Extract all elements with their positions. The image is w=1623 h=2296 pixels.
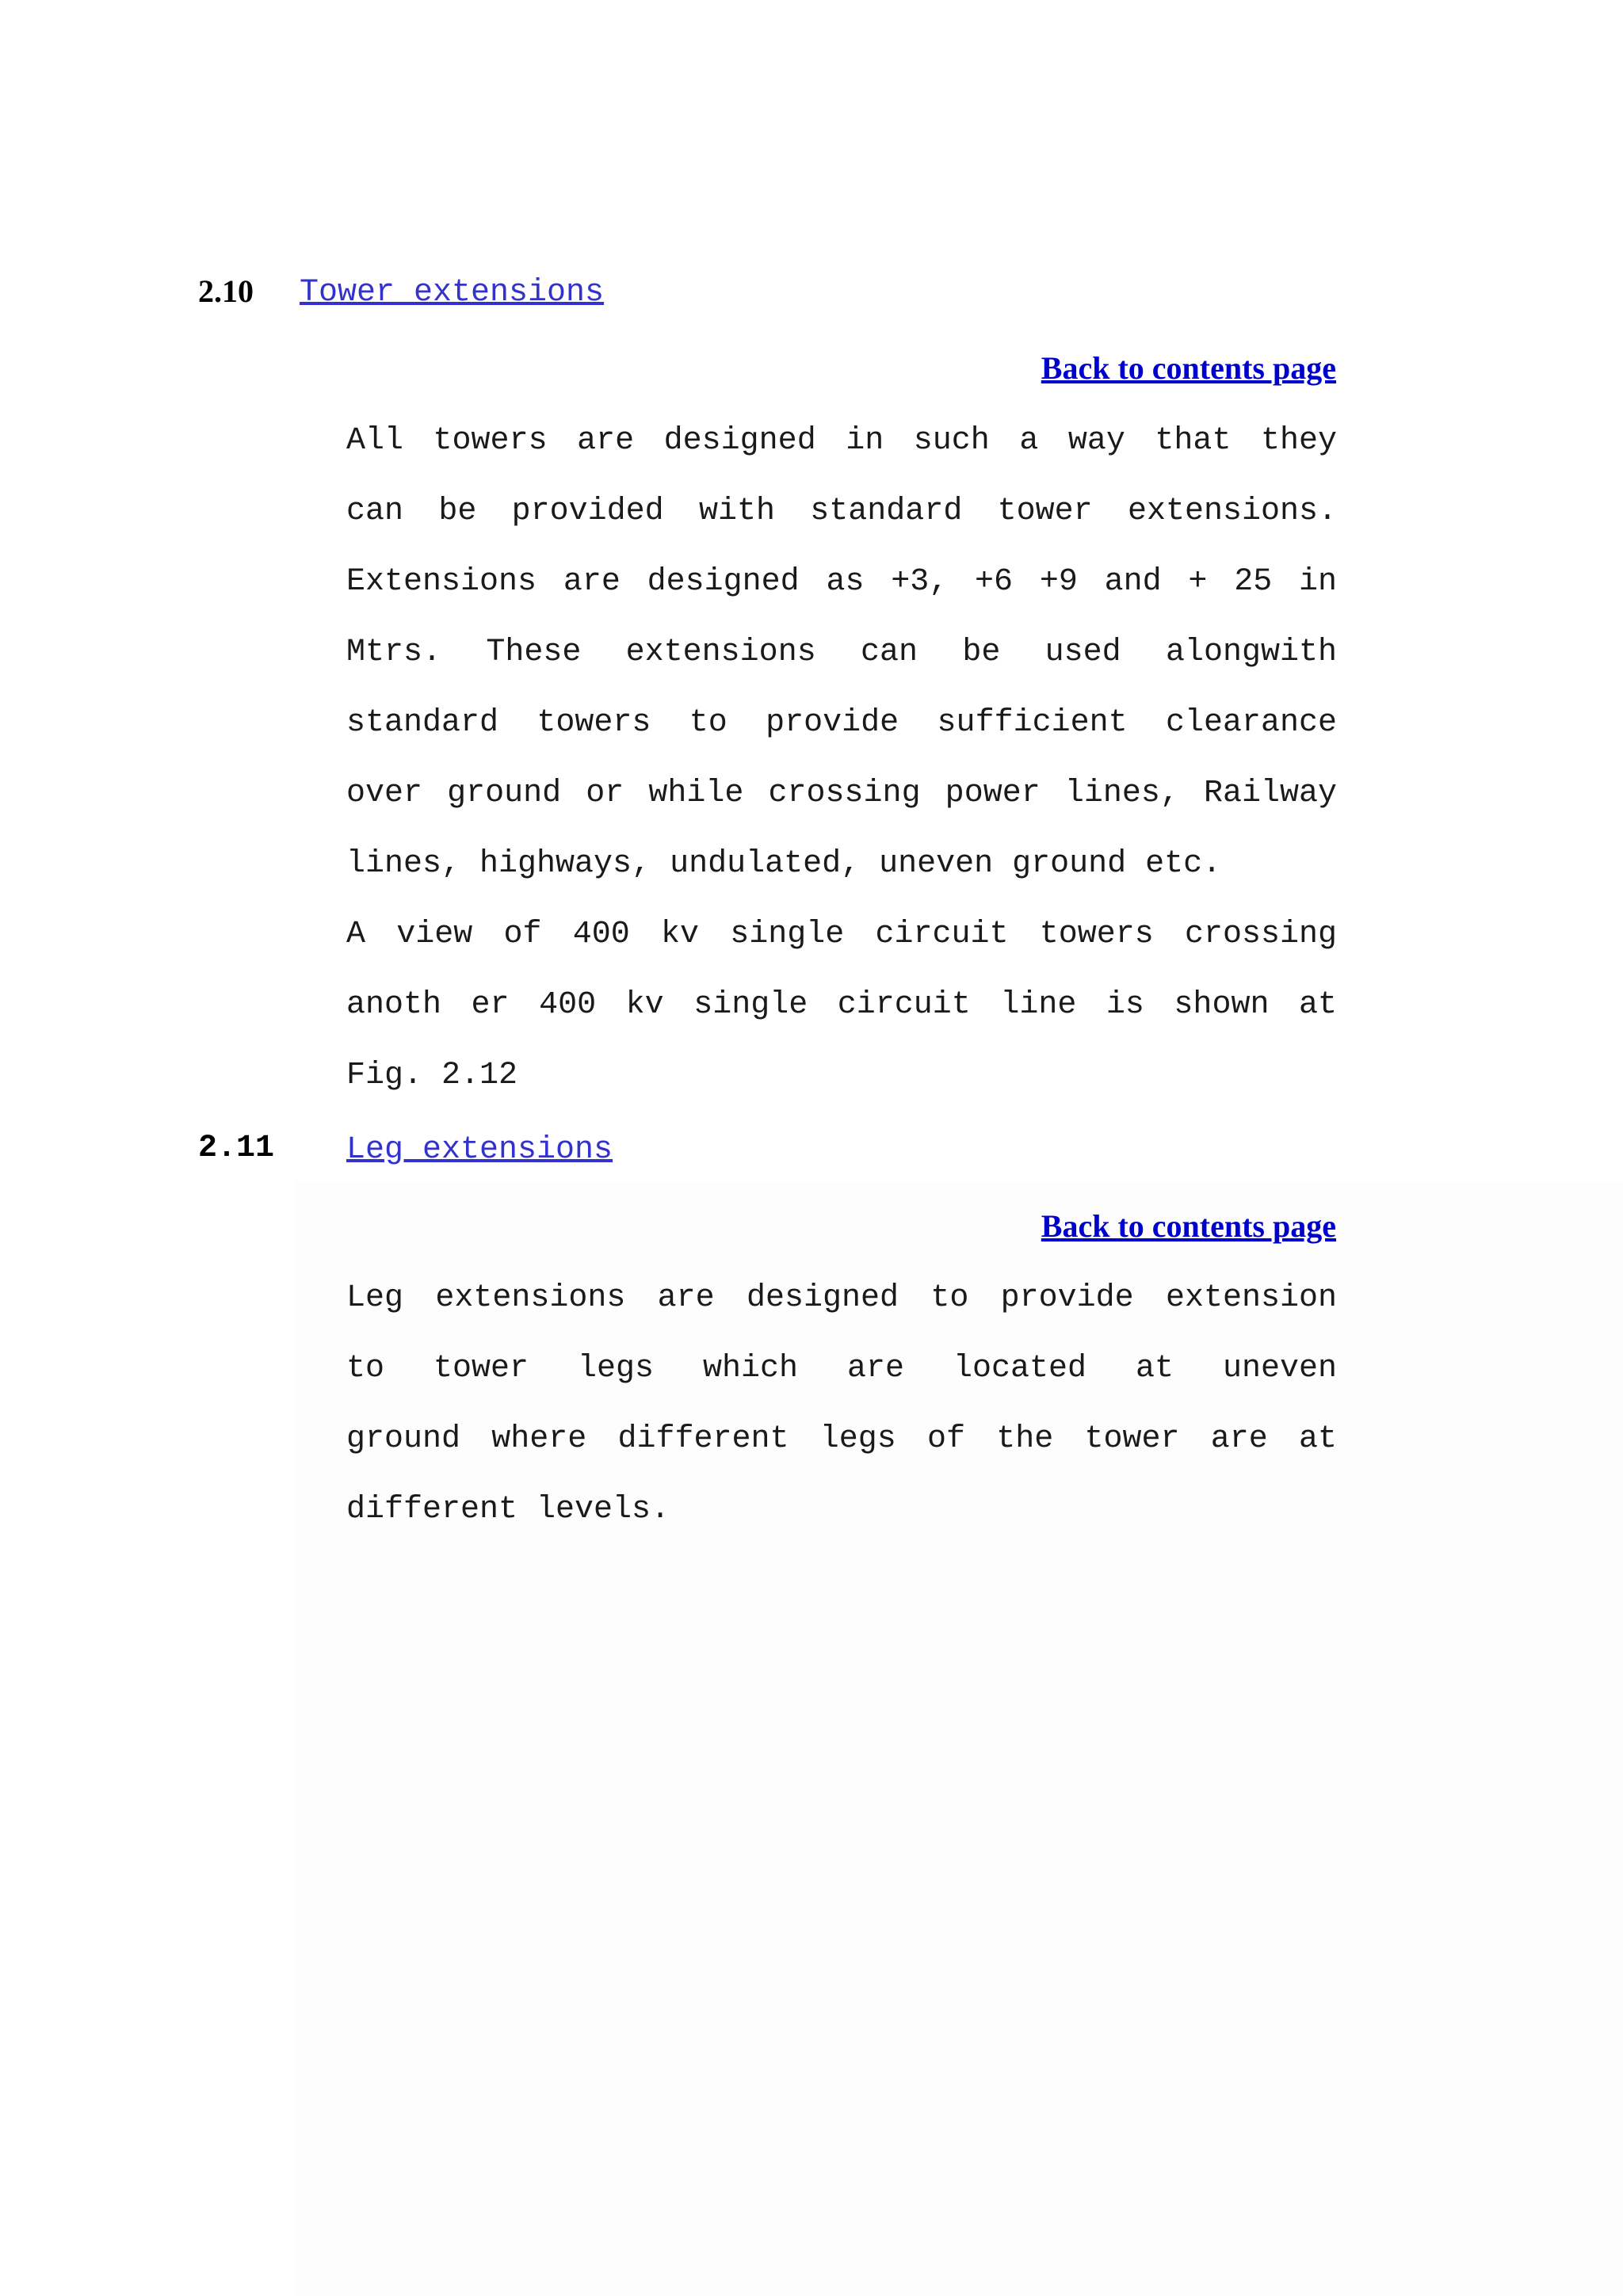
section-title-leg-extensions[interactable]: Leg extensions — [346, 1132, 613, 1168]
text-line: to tower legs which are located at uneven — [346, 1351, 1337, 1386]
text-line: over ground or while crossing power lines, Railway — [346, 776, 1337, 811]
text-line: Leg extensions are designed to provide extension — [346, 1280, 1337, 1316]
text-line: ground where different legs of the tower are at — [346, 1421, 1337, 1457]
back-to-contents-link[interactable]: Back to contents page — [1041, 350, 1336, 386]
text-line: lines, highways, undulated, uneven ground etc. — [346, 846, 1222, 882]
text-line: Extensions are designed as +3, +6 +9 and + 25 in — [346, 564, 1337, 600]
paragraph-leg-extensions — [346, 1263, 1337, 1545]
back-to-contents-link[interactable]: Back to contents page — [1041, 1208, 1336, 1244]
paragraph-tower-extensions — [346, 406, 1337, 899]
text-line: different levels. — [346, 1492, 670, 1527]
text-line: All towers are designed in such a way that they — [346, 423, 1337, 459]
text-line: anoth er 400 kv single circuit line is shown at — [346, 987, 1337, 1023]
text-line: can be provided with standard tower extensions. — [346, 494, 1337, 529]
section-number-2-10: 2.10 — [198, 273, 254, 309]
text-line: A view of 400 kv single circuit towers crossing — [346, 917, 1337, 952]
text-line: standard towers to provide sufficient clearance — [346, 705, 1337, 741]
paragraph-view-of-towers — [346, 899, 1337, 1111]
text-line: Mtrs. These extensions can be used alongwith — [346, 635, 1337, 670]
section-number-2-11: 2.11 — [198, 1131, 275, 1166]
text-line: Fig. 2.12 — [346, 1058, 518, 1093]
section-title-tower-extensions[interactable]: Tower extensions — [300, 275, 605, 311]
